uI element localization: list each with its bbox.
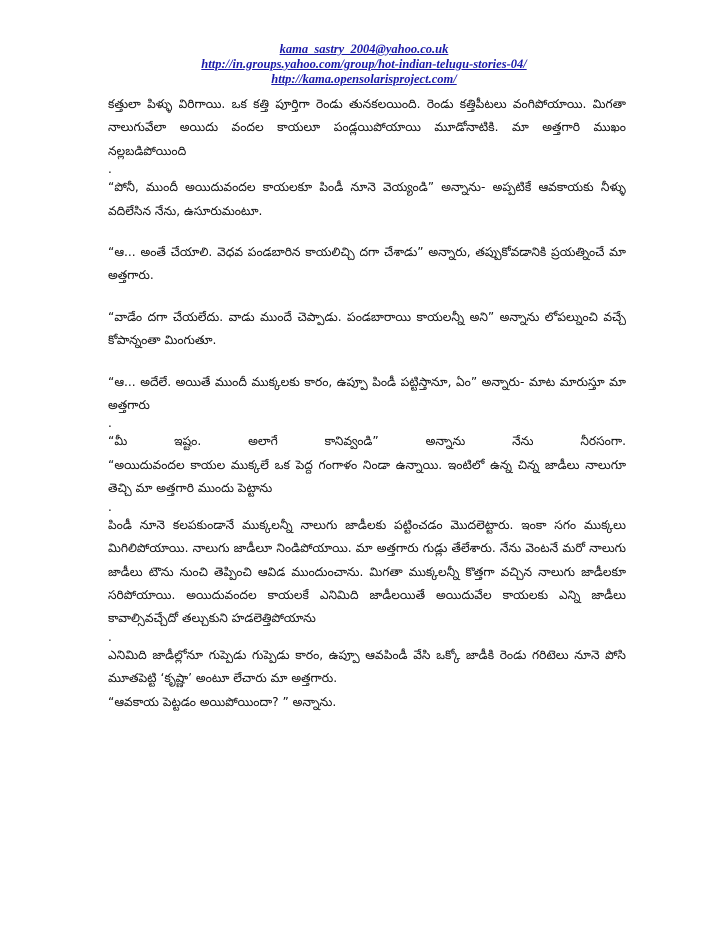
- paragraph-2: “పోనీ, ముందీ అయిదువందల కాయలకూ పిండీ నూనె వెయ్యండి” అన్నాను- అప్పటికే ఆవకాయకు నీళ్ళు వదిలేసిన నేను, ఉసూరుమంటూ.: [108, 180, 626, 218]
- word: ఇష్టం.: [174, 434, 202, 449]
- paragraph-6: [108, 430, 626, 453]
- paragraph-1: కత్తులా పిళ్ళు విరిగాయి. ఒక కత్తి పూర్తిగా రెండు తునకలయింది. రెండు కత్తిపీటలు వంగిపోయాయి. మిగతా నాలుగువేలా అయిదు వందల కాయలూ పండ్లయిపోయాయి మూడోనాటికి. మా అత్తగారి ముఖం నల్లబడిపోయింది: [108, 97, 626, 158]
- page-header: [0, 42, 728, 87]
- word: అన్నాను: [425, 434, 466, 449]
- separator-dot: .: [108, 499, 112, 514]
- word: “మీ: [108, 434, 128, 449]
- word: అలాగే: [248, 434, 278, 449]
- paragraph-7: “అయిదువందల కాయల ముక్కలే ఒక పెద్ద గంగాళం నిండా ఉన్నాయి. ఇంటిలో ఉన్న చిన్న జాడీలు నాలుగూ తెచ్చి మా అత్తగారి ముందు పెట్టాను: [108, 457, 626, 496]
- project-url-link[interactable]: http://kama.opensolarisproject.com/: [271, 72, 457, 86]
- story-text: [108, 93, 626, 714]
- word: నీరసంగా.: [580, 434, 626, 449]
- paragraph-4: “వాడేం దగా చేయలేదు. వాడు ముందే చెప్పాడు. పండబారాయి కాయలన్నీ అని” అన్నాను లోపల్నుంచి వచ్చే కోపాన్నంతా మింగుతూ.: [108, 309, 626, 348]
- word: నేను: [512, 434, 534, 449]
- email-link[interactable]: kama_sastry_2004@yahoo.co.uk: [279, 42, 449, 56]
- paragraph-9: ఎనిమిది జాడీల్లోనూ గుప్పెడు గుప్పెడు కారం, ఉప్పూ ఆవపిండీ వేసి ఒక్కో జాడీకి రెండు గరిటెలు నూనె పోసి మూతపెట్టి ‘కృష్ణా’ అంటూ లేచారు మా అత్తగారు.: [108, 647, 626, 686]
- paragraph-3: “ఆ... అంతే చేయాలి. వెధవ పండబారిన కాయలిచ్చి దగా చేశాడు” అన్నారు, తప్పుకోవడానికి ప్రయత్నించే మా అత్తగారు.: [108, 245, 626, 283]
- word: కానివ్వండి”: [324, 434, 379, 449]
- paragraph-10: “ఆవకాయ పెట్టడం అయిపోయిందా? ” అన్నాను.: [108, 694, 337, 709]
- separator-dot: .: [108, 629, 112, 644]
- group-url-link[interactable]: http://in.groups.yahoo.com/group/hot-indian-telugu-stories-04/: [201, 57, 527, 71]
- separator-dot: .: [108, 416, 112, 431]
- separator-dot: .: [108, 162, 112, 177]
- paragraph-5: “ఆ... అదేలే. అయితే ముందీ ముక్కలకు కారం, ఉప్పూ పిండీ పట్టిస్తానూ, ఏం” అన్నారు- మాట మారుస్తూ మా అత్తగారు: [108, 374, 626, 413]
- paragraph-8: పిండీ నూనె కలపకుండానే ముక్కలన్నీ నాలుగు జాడీలకు పట్టించడం మొదలెట్టారు. ఇంకా సగం ముక్కలు మిగిలిపోయాయి. నాలుగు జాడీలూ నిండిపోయాయి. మా అత్తగారు గుడ్లు తేలేశారు. నేను వెంటనే మరో నాలుగు జాడీలు టౌను నుంచి తెప్పించి ఆవిడ ముందుంచాను. మిగతా ముక్కలన్నీ కొత్తగా వచ్చిన నాలుగు జాడీలకూ సరిపోయాయి. అయిదువందల కాయలకే ఎనిమిది జాడీలయితే అయిదువేల కాయలకు ఎన్ని జాడీలు కావాల్సివచ్చేదో తల్చుకుని హడలెత్తిపోయాను: [108, 517, 626, 626]
